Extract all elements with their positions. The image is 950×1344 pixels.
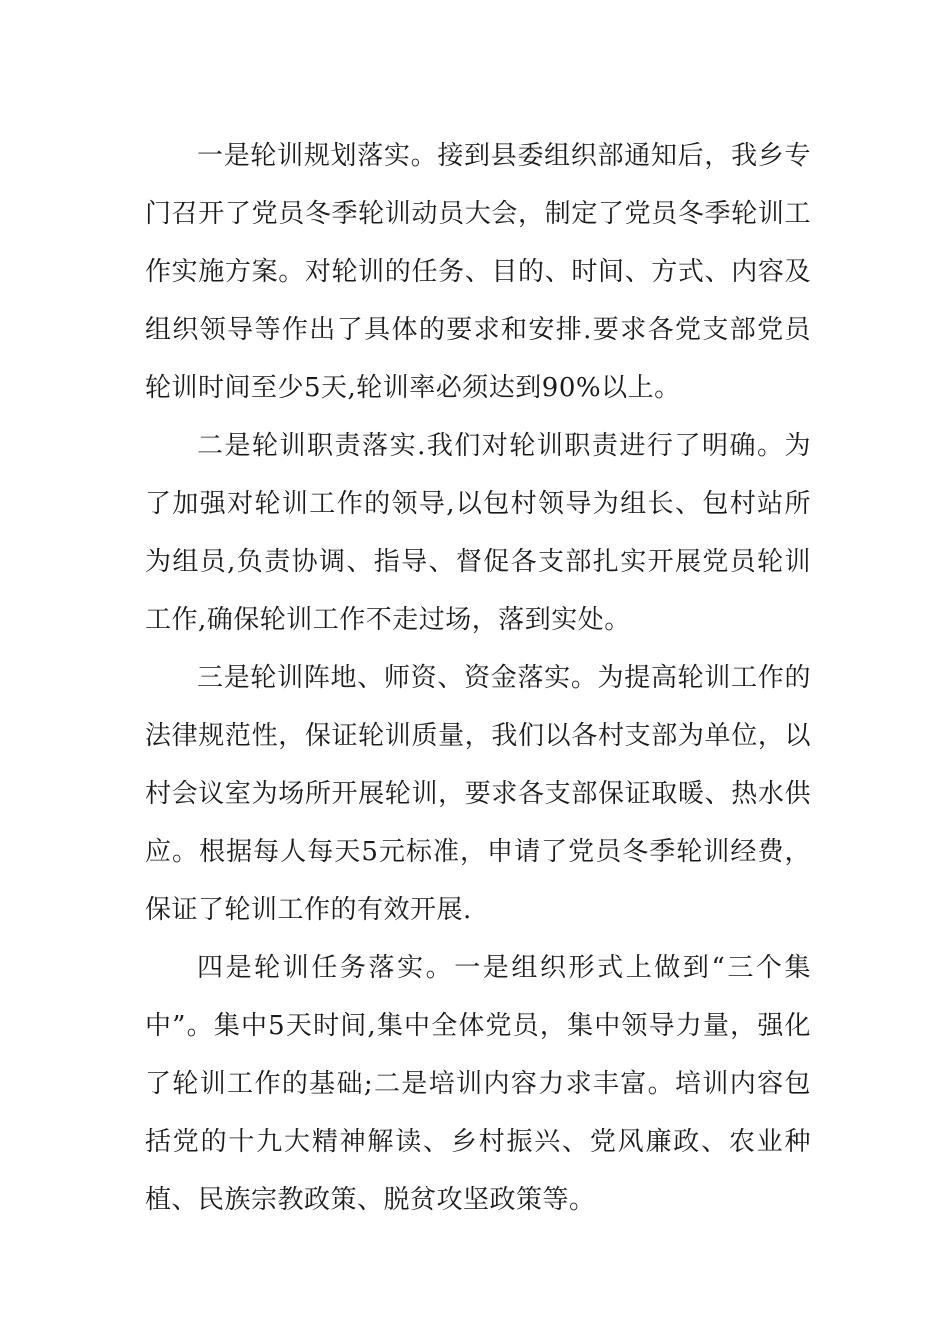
paragraph-training-plan: 一是轮训规划落实。接到县委组织部通知后，我乡专门召开了党员冬季轮训动员大会，制定了党员冬季轮训工作实施方案。对轮训的任务、目的、时间、方式、内容及组织领导等作出了具体的要求和安排.要求各党支部党员轮训时间至少5天,轮训率必须达到90%以上。 <box>145 141 811 403</box>
paragraph-training-tasks: 四是轮训任务落实。一是组织形式上做到“三个集中”。集中5天时间,集中全体党员，集中领导力量，强化了轮训工作的基础;二是培训内容力求丰富。培训内容包括党的十九大精神解读、乡村振兴、党风廉政、农业种植、民族宗教政策、脱贫攻坚政策等。 <box>145 953 811 1215</box>
paragraph-training-duty: 二是轮训职责落实.我们对轮训职责进行了明确。为了加强对轮训工作的领导,以包村领导为组长、包村站所为组员,负责协调、指导、督促各支部扎实开展党员轮训工作,确保轮训工作不走过场，落到实处。 <box>145 431 811 635</box>
document-body <box>145 127 811 1229</box>
paragraph-training-resources: 三是轮训阵地、师资、资金落实。为提高轮训工作的法律规范性，保证轮训质量，我们以各村支部为单位，以村会议室为场所开展轮训，要求各支部保证取暖、热水供应。根据每人每天5元标准，申请了党员冬季轮训经费，保证了轮训工作的有效开展. <box>145 663 811 925</box>
